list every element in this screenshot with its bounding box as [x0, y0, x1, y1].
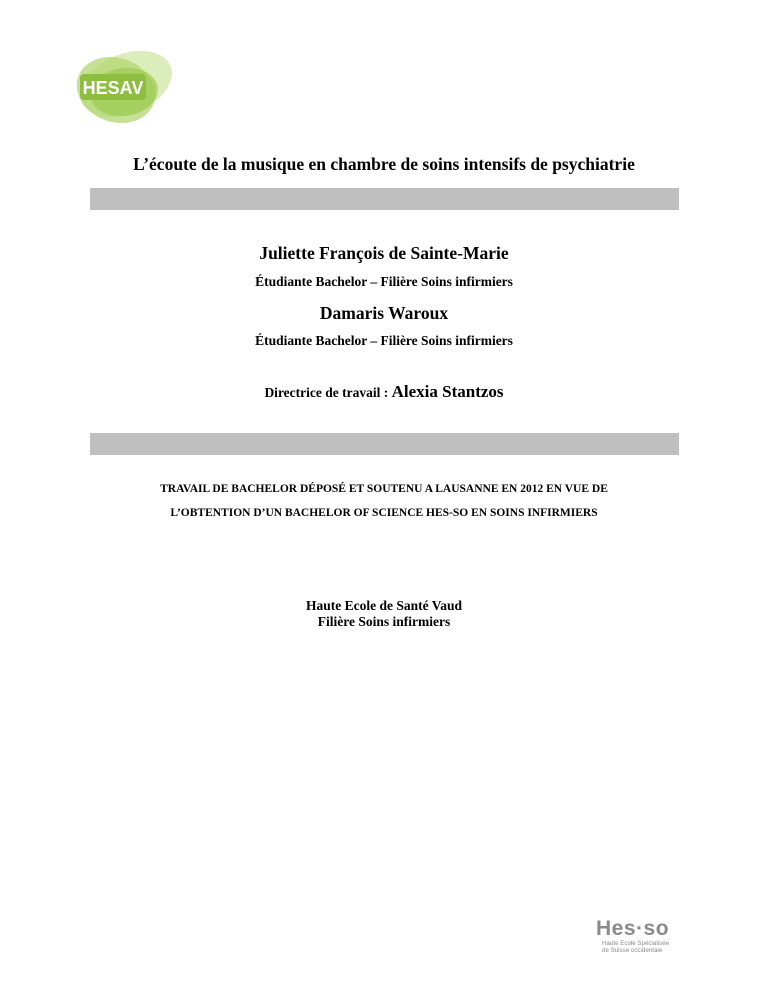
author-role-1: Étudiante Bachelor – Filière Soins infirmiers: [255, 274, 513, 289]
hesso-logo: [596, 918, 682, 958]
director-name: Alexia Stantzos: [391, 382, 504, 401]
hesso-logo-subtitle-2: de Suisse occidentale: [602, 947, 663, 954]
author-role-2: Étudiante Bachelor – Filière Soins infirmiers: [255, 333, 513, 348]
page-title: L’écoute de la musique en chambre de soins intensifs de psychiatrie: [133, 154, 635, 174]
director-label: Directrice de travail :: [264, 385, 392, 400]
hesav-logo: [64, 40, 180, 132]
director-line: [0, 382, 768, 402]
divider-bar-top: [90, 188, 679, 210]
hesso-logo-text: Hes·so: [596, 917, 670, 940]
hesav-logo-text: HESAV: [82, 78, 144, 98]
thesis-statement-line-1: TRAVAIL DE BACHELOR DÉPOSÉ ET SOUTENU A LAUSANNE EN 2012 EN VUE DE: [160, 483, 608, 495]
author-name-2: Damaris Waroux: [319, 303, 449, 323]
author-name-1: Juliette François de Sainte-Marie: [259, 243, 509, 263]
school-name: Haute Ecole de Santé Vaud: [305, 598, 463, 613]
school-department: Filière Soins infirmiers: [317, 614, 451, 629]
thesis-statement-line-2: L’OBTENTION D’UN BACHELOR OF SCIENCE HES-SO EN SOINS INFIRMIERS: [170, 507, 598, 519]
hesso-logo-subtitle-1: Haute Ecole Spécialisée: [602, 940, 670, 947]
divider-bar-bottom: [90, 433, 679, 455]
